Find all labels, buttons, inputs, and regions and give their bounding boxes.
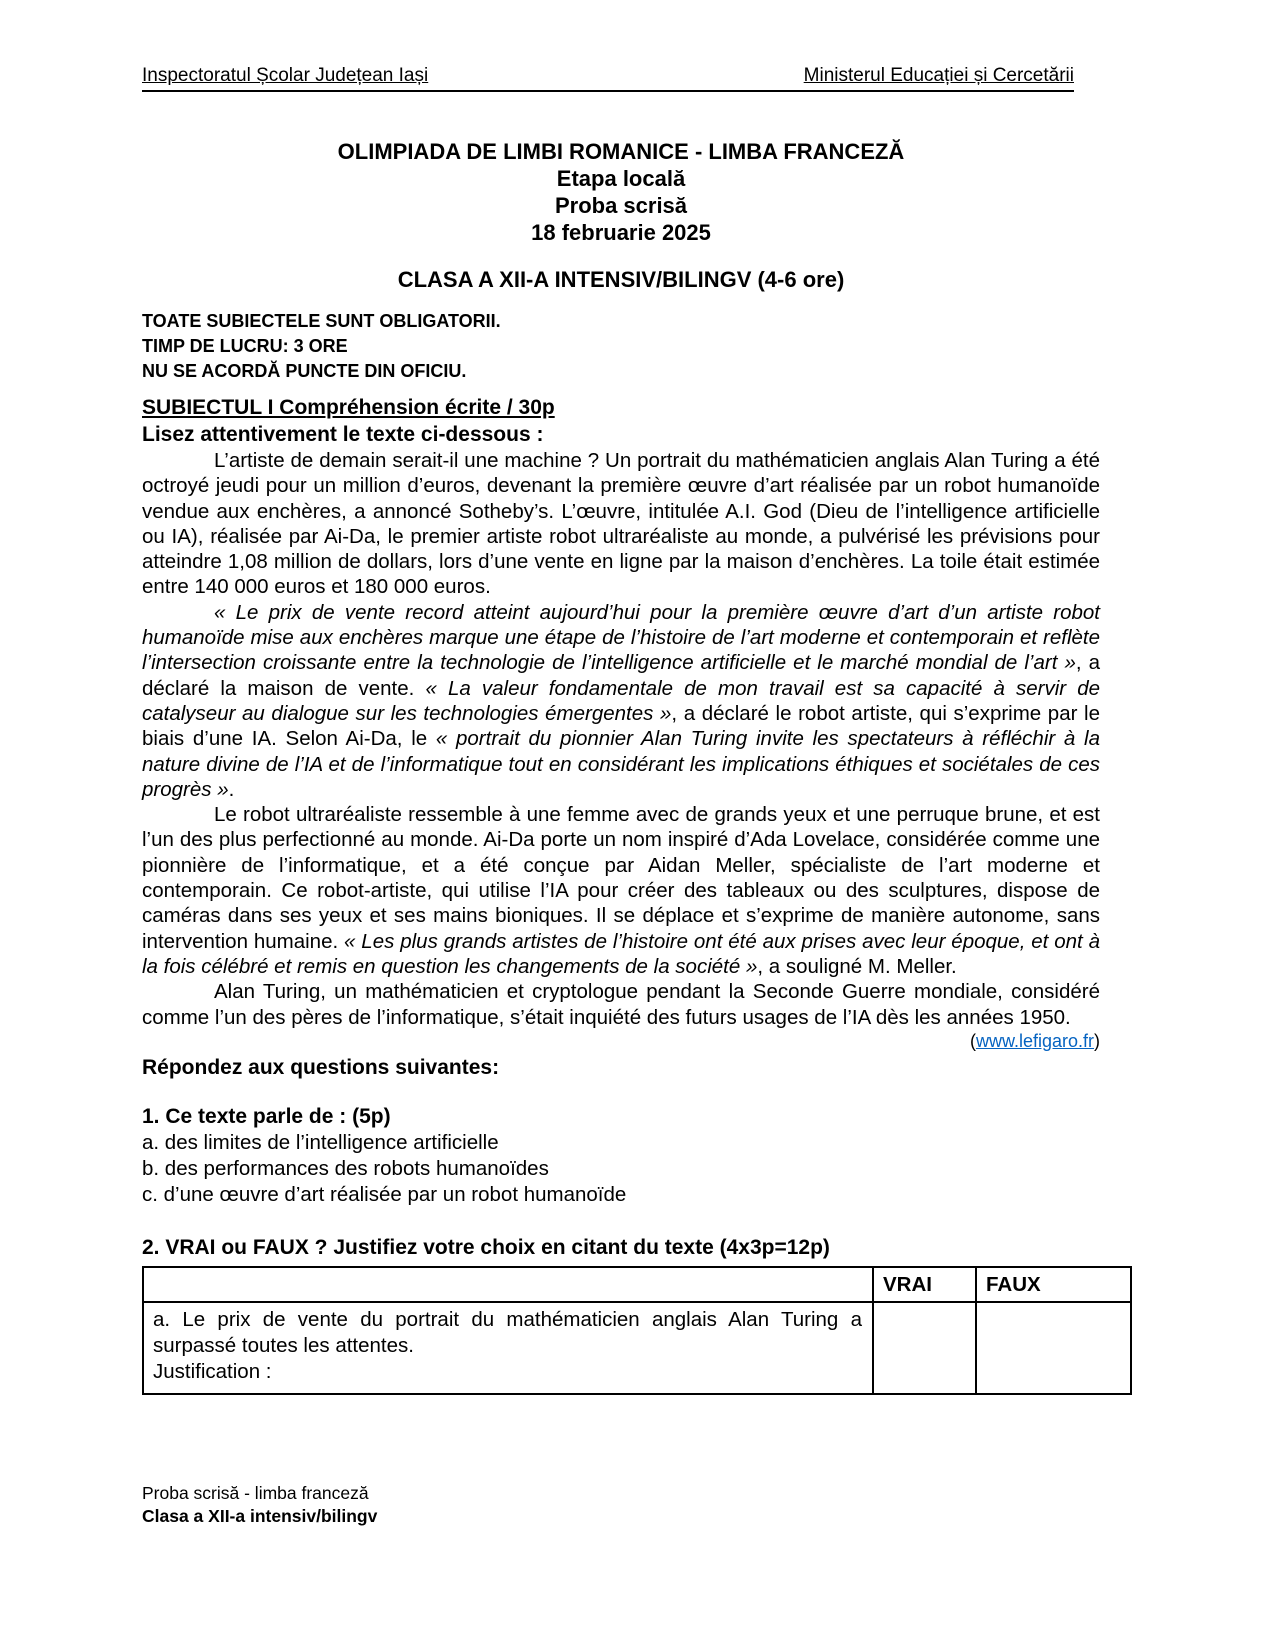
vrai-column-header: VRAI xyxy=(873,1267,976,1302)
text-paragraph xyxy=(142,802,1100,979)
italic-quote-run: « La valeur fondamentale de mon travail est sa capacité à servir de catalyseur au dialogue sur les technologies émergentes » xyxy=(142,676,1100,725)
source-suffix: ) xyxy=(1094,1030,1100,1051)
faux-column-header: FAUX xyxy=(976,1267,1131,1302)
source-link[interactable]: www.lefigaro.fr xyxy=(975,1030,1094,1051)
title-line: 18 februarie 2025 xyxy=(531,220,711,245)
option-line: a. des limites de l’intelligence artificielle xyxy=(142,1130,499,1154)
option-line: c. d’une œuvre d’art réalisée par un robot humanoïde xyxy=(142,1182,627,1206)
source-prefix: ( xyxy=(969,1030,976,1051)
page-header xyxy=(142,64,1074,92)
title-block xyxy=(142,138,1100,293)
reading-instruction: Lisez attentivement le texte ci-dessous : xyxy=(142,423,544,446)
questions-intro: Répondez aux questions suivantes: xyxy=(142,1055,500,1079)
footer-exam-type: Proba scrisă - limba franceză xyxy=(142,1483,369,1503)
notice-line: NU SE ACORDĂ PUNCTE DIN OFICIU. xyxy=(142,361,467,381)
header-left-institution: Inspectoratul Școlar Județean Iași xyxy=(142,65,429,86)
title-line: OLIMPIADA DE LIMBI ROMANICE - LIMBA FRANCEZĂ xyxy=(337,139,905,164)
text-paragraph xyxy=(142,600,1100,802)
page-footer xyxy=(142,1482,377,1528)
title-lines xyxy=(142,138,1100,246)
italic-quote-run: « Les plus grands artistes de l’histoire ont été aux prises avec leur époque, et ont à la fois célébré et remis en question les changements de la société » xyxy=(142,929,1100,978)
text-paragraph xyxy=(142,979,1100,1030)
vrai-faux-table xyxy=(142,1266,1132,1395)
reading-text xyxy=(142,448,1100,1030)
title-line: Etapa locală xyxy=(556,166,686,191)
q1-options xyxy=(142,1130,1100,1208)
vrai-faux-table-header xyxy=(143,1267,1131,1302)
italic-quote-run: « Le prix de vente record atteint aujourd’hui pour la première œuvre d’art d’un artiste robot humanoïde mise aux enchères marque une étape de l’histoire de l’art moderne et contemporain et reflète l’intersection croissante entre la technologie de l’intelligence artificielle et le marché mondial de l’art » xyxy=(142,600,1100,675)
content-column xyxy=(142,138,1100,1395)
text-run: , a déclaré le robot artiste, qui s’exprime par le biais d’une IA. Selon Ai-Da, le xyxy=(142,701,1100,751)
statement-cell xyxy=(143,1302,873,1394)
table-header-row xyxy=(143,1267,1131,1302)
title-line: Proba scrisă xyxy=(554,193,688,218)
text-run: , a souligné M. Meller. xyxy=(757,954,957,978)
header-right-institution: Ministerul Educației și Cercetării xyxy=(803,65,1074,86)
source-line xyxy=(142,1030,1100,1053)
italic-quote-run: « portrait du pionnier Alan Turing invite les spectateurs à réfléchir à la nature divine de l’IA et de l’informatique tout en considérant les implications éthiques et sociétales de ces progrès » xyxy=(142,727,1100,801)
text-run: , a déclaré la maison de vente. xyxy=(142,651,1100,700)
text-paragraph xyxy=(142,448,1100,600)
notice-line: TIMP DE LUCRU: 3 ORE xyxy=(142,336,348,356)
question1-heading: 1. Ce texte parle de : (5p) xyxy=(142,1104,391,1128)
table-row xyxy=(143,1302,1131,1394)
faux-answer-cell xyxy=(976,1302,1131,1394)
statement-text: a. Le prix de vente du portrait du mathématicien anglais Alan Turing a surpassé toutes les attentes. xyxy=(153,1307,862,1357)
text-run: Alan Turing, un mathématicien et cryptologue pendant la Seconde Guerre mondiale, considéré comme l’un des pères de l’informatique, s’était inquiété des futurs usages de l’IA dès les années 1950. xyxy=(142,980,1100,1029)
vrai-answer-cell xyxy=(873,1302,976,1394)
text-run: . xyxy=(228,777,235,801)
class-line: CLASA A XII-A INTENSIV/BILINGV (4-6 ore) xyxy=(397,267,845,292)
question2-heading: 2. VRAI ou FAUX ? Justifiez votre choix en citant du texte (4x3p=12p) xyxy=(142,1235,830,1259)
text-run: Le robot ultraréaliste ressemble à une femme avec de grands yeux et une perruque brune, et est l’un des plus perfectionné au monde. Ai-Da porte un nom inspiré d’Ada Lovelace, considérée comme une pionnière de l’informatique, et a été conçue par Aidan Meller, spécialiste de l’art moderne et contemporain. Ce robot-artiste, qui utilise l’IA pour créer des tableaux ou des sculptures, dispose de caméras dans ses yeux et ses mains bioniques. Il se déplace et s’exprime de manière autonome, sans intervention humaine. xyxy=(142,803,1100,953)
notice-line: TOATE SUBIECTELE SUNT OBLIGATORII. xyxy=(142,311,501,331)
subject1-heading: SUBIECTUL I Compréhension écrite / 30p xyxy=(142,396,555,419)
justification-label: Justification : xyxy=(153,1359,272,1383)
option-line: b. des performances des robots humanoïdes xyxy=(142,1156,549,1180)
notices-list xyxy=(142,309,1100,384)
statement-column-header xyxy=(143,1267,873,1302)
footer-class: Clasa a XII-a intensiv/bilingv xyxy=(142,1506,378,1526)
text-run: L’artiste de demain serait-il une machine ? Un portrait du mathématicien anglais Alan Turing a été octroyé jeudi pour un million d’euros, devenant la première œuvre d’art réalisée par un robot humanoïde vendue aux enchères, a annoncé Sotheby’s. L’œuvre, intitulée A.I. God (Dieu de l’intelligence artificielle ou IA), réalisée par Ai-Da, le premier artiste robot ultraréaliste au monde, a pulvérisé les prévisions pour atteindre 1,08 million de dollars, lors d’une vente en ligne par la maison d’enchères. La toile était estimée entre 140 000 euros et 180 000 euros. xyxy=(142,449,1100,599)
